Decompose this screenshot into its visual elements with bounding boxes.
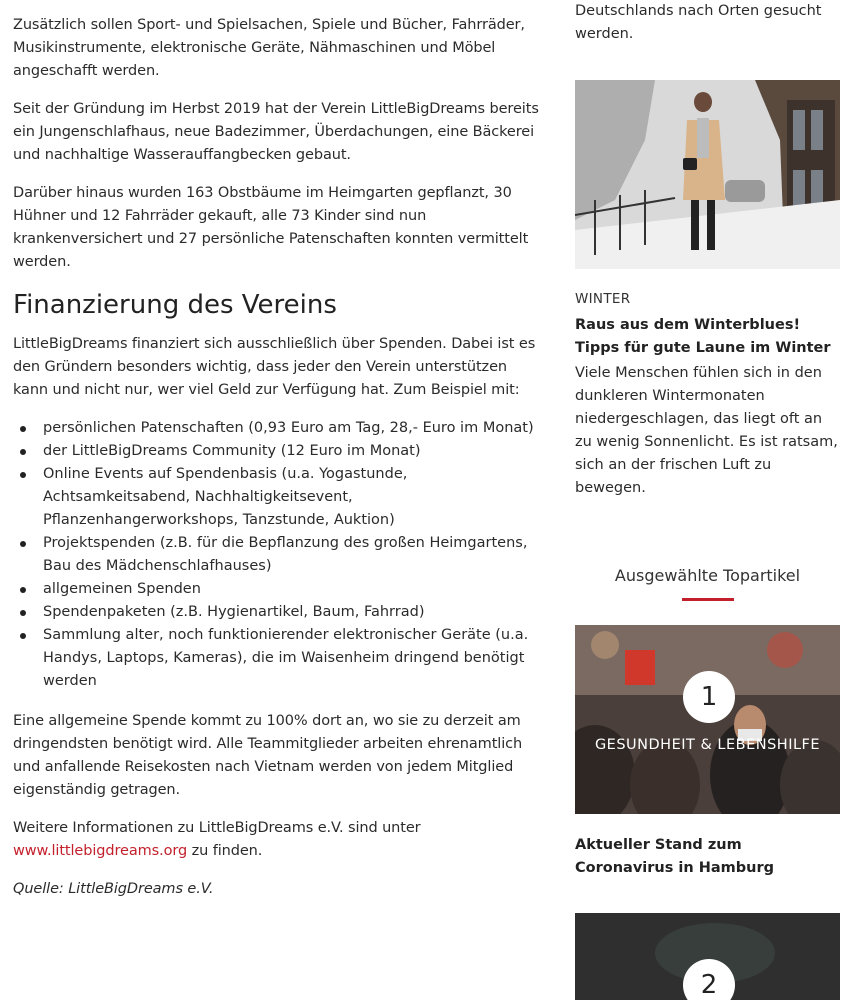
heading-divider bbox=[682, 598, 734, 601]
list-item: persönlichen Patenschaften (0,93 Euro am Tag, 28,- Euro im Monat) bbox=[13, 417, 545, 440]
paragraph-financing: LittleBigDreams finanziert sich ausschließlich über Spenden. Dabei ist es den Gründern besonders wichtig, dass jeder den Verein unterstützen kann und nicht nur, wer viel Geld zur Verfügung hat. Zum Beispiel mit: bbox=[13, 336, 536, 398]
list-item: Projektspenden (z.B. für die Bepflanzung des großen Heimgartens, Bau des Mädchenschlafhauses) bbox=[13, 532, 545, 578]
more-info-suffix: zu finden. bbox=[191, 843, 263, 859]
category-label: WINTER bbox=[575, 291, 631, 307]
donation-options-list bbox=[13, 417, 545, 693]
paragraph-achievements: Seit der Gründung im Herbst 2019 hat der Verein LittleBigDreams bereits ein Jungenschlafhaus, neue Badezimmer, Überdachungen, eine Bäckerei und nachhaltige Wasserauffangbecken gebaut. bbox=[13, 101, 539, 163]
article-body bbox=[13, 14, 545, 916]
paragraph-donation-info: Eine allgemeine Spende kommt zu 100% dort an, wo sie zu derzeit am dringendsten benötigt wird. Alle Teammitglieder arbeiten ehrenamtlich und anfallende Reisekosten nach Vietnam werden von jedem Mitglied eigenständig getragen. bbox=[13, 713, 523, 798]
top-articles-heading: Ausgewählte Topartikel bbox=[614, 566, 801, 585]
rank-badge: 1 bbox=[683, 671, 735, 723]
winter-article-title[interactable]: Raus aus dem Winterblues! Tipps für gute Laune im Winter bbox=[575, 317, 831, 356]
top-article-1-category: GESUNDHEIT & LEBENSHILFE bbox=[594, 737, 821, 753]
more-info-prefix: Weitere Informationen zu LittleBigDreams e.V. sind unter bbox=[13, 820, 421, 836]
list-item: Online Events auf Spendenbasis (u.a. Yogastunde, Achtsamkeitsabend, Nachhaltigkeitsevent, Pflanzenhangerworkshops, Tanzstunde, Auktion) bbox=[13, 463, 545, 532]
website-link[interactable]: www.littlebigdreams.org bbox=[13, 843, 188, 859]
paragraph-acquisitions: Zusätzlich sollen Sport- und Spielsachen, Spiele und Bücher, Fahrräder, Musikinstrumente, elektronische Geräte, Nähmaschinen und Möbel angeschafft werden. bbox=[13, 17, 525, 79]
list-item: der LittleBigDreams Community (12 Euro im Monat) bbox=[13, 440, 545, 463]
list-item: Spendenpaketen (z.B. Hygienartikel, Baum, Fahrrad) bbox=[13, 601, 545, 624]
paragraph-more-info bbox=[13, 817, 545, 863]
sidebar bbox=[575, 0, 840, 1000]
rank-badge: 2 bbox=[683, 959, 735, 1000]
paragraph-results: Darüber hinaus wurden 163 Obstbäume im Heimgarten gepflanzt, 30 Hühner und 12 Fahrräder gekauft, alle 73 Kinder sind nun krankenversichert und 27 persönliche Patenschaften konnten vermittelt werden. bbox=[13, 185, 529, 270]
top-article-1-title[interactable]: Aktueller Stand zum Coronavirus in Hamburg bbox=[575, 837, 774, 876]
list-item: allgemeinen Spenden bbox=[13, 578, 545, 601]
section-heading: Finanzierung des Vereins bbox=[13, 290, 337, 320]
previous-teaser-tail: Deutschlands nach Orten gesucht werden. bbox=[575, 3, 822, 42]
winter-article-image[interactable] bbox=[575, 80, 840, 269]
list-item: Sammlung alter, noch funktionierender elektronischer Geräte (u.a. Handys, Laptops, Kameras), die im Waisenheim dringend benötigt werden bbox=[13, 624, 545, 693]
winter-article-teaser: Viele Menschen fühlen sich in den dunkleren Wintermonaten niedergeschlagen, das liegt oft an zu wenig Sonnenlicht. Es ist ratsam, sich an der frischen Luft zu bewegen. bbox=[575, 365, 838, 496]
source-note: Quelle: LittleBigDreams e.V. bbox=[13, 881, 214, 897]
winter-street-photo bbox=[575, 80, 840, 269]
top-article-1-image[interactable] bbox=[575, 625, 840, 814]
top-article-2-image[interactable] bbox=[575, 913, 840, 1000]
